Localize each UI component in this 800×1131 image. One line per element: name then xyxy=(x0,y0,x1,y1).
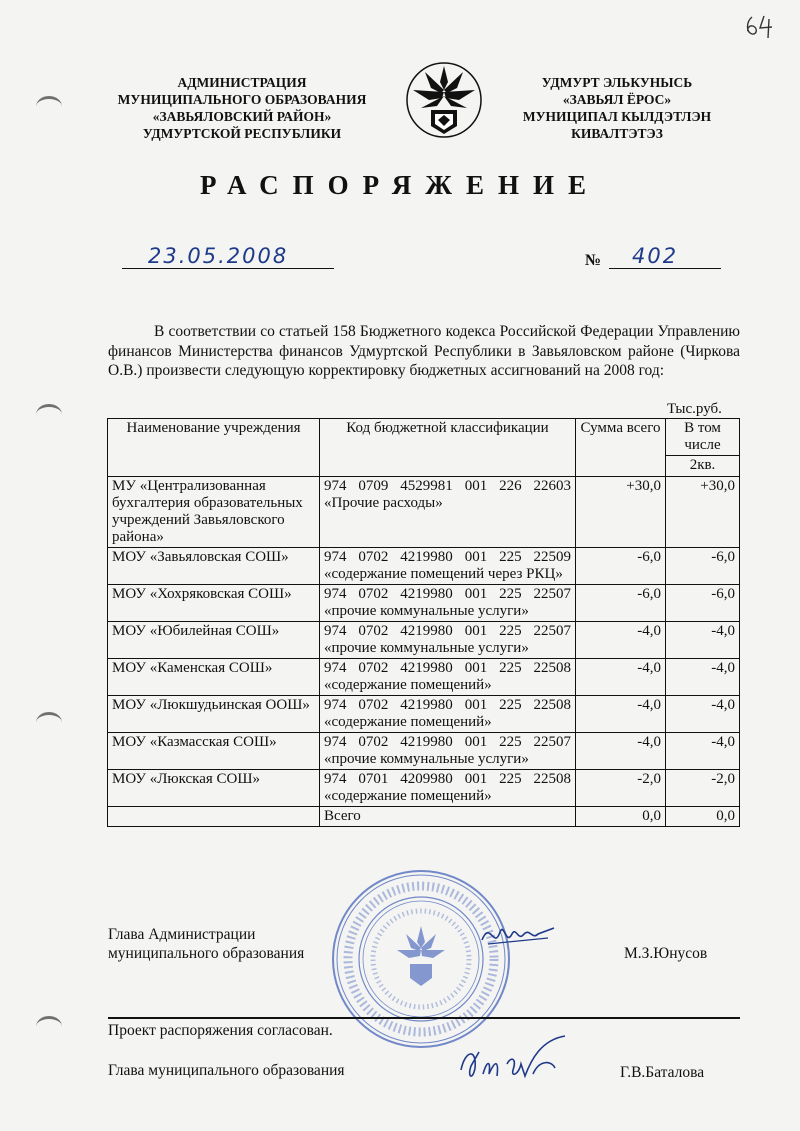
cell-name: МОУ «Люкшудьинская ООШ» xyxy=(108,696,320,733)
cell-code: 974 0702 4219980 001 225 22508 «содержание помещений» xyxy=(320,659,576,696)
cell-total-q2: 0,0 xyxy=(666,807,740,827)
binder-hole xyxy=(36,1016,62,1037)
document-date: 23.05.2008 xyxy=(148,244,289,268)
header-right-line: «ЗАВЬЯЛ ЁРОС» xyxy=(562,92,672,107)
document-title: РАСПОРЯЖЕНИЕ xyxy=(199,170,601,200)
cell-sum: -4,0 xyxy=(576,659,666,696)
cell-code: 974 0701 4209980 001 225 22508 «содержание помещений» xyxy=(320,770,576,807)
cell-sum: -4,0 xyxy=(576,733,666,770)
cell-code: 974 0702 4219980 001 225 22507 «прочие коммунальные услуги» xyxy=(320,585,576,622)
header-left-line: АДМИНИСТРАЦИЯ xyxy=(177,75,307,90)
header-right-line: КИВАЛТЭТЭЗ xyxy=(571,126,663,141)
intro-paragraph: В соответствии со статьей 158 Бюджетного кодекса Российской Федерации Управлению финансов Министерства финансов Удмуртской Республики в Завьяловском районе (Чиркова О.В.) произвести следующую корректировку бюджетных ассигнований на 2008 год: xyxy=(108,323,740,379)
binder-hole xyxy=(36,96,62,117)
number-label: № xyxy=(585,252,602,269)
col-header-incl: В том числе xyxy=(666,419,740,456)
col-header-code: Код бюджетной классификации xyxy=(320,419,576,477)
agreement-name: Г.В.Баталова xyxy=(620,1064,705,1081)
cell-sum: +30,0 xyxy=(576,477,666,548)
cell-code: 974 0702 4219980 001 225 22509 «содержание помещений через РКЦ» xyxy=(320,548,576,585)
cell-sum: -4,0 xyxy=(576,696,666,733)
table-row xyxy=(108,548,740,585)
agreement-position: Глава муниципального образования xyxy=(108,1062,345,1079)
emblem-icon xyxy=(405,60,483,140)
corner-page-mark xyxy=(744,14,780,40)
table-row xyxy=(108,770,740,807)
budget-table xyxy=(107,418,740,827)
cell-name: МУ «Централизованная бухгалтерия образовательных учреждений Завьяловского района» xyxy=(108,477,320,548)
table-row xyxy=(108,659,740,696)
agreement-divider xyxy=(108,1017,740,1019)
document-number: 402 xyxy=(632,244,679,268)
cell-code: 974 0702 4219980 001 225 22508 «содержание помещений» xyxy=(320,696,576,733)
table-row xyxy=(108,696,740,733)
cell-total-sum: 0,0 xyxy=(576,807,666,827)
col-header-quarter: 2кв. xyxy=(666,456,740,477)
table-row xyxy=(108,622,740,659)
signer-position xyxy=(108,925,304,963)
cell-q2: -4,0 xyxy=(666,622,740,659)
cell-q2: -2,0 xyxy=(666,770,740,807)
cell-name: МОУ «Люкская СОШ» xyxy=(108,770,320,807)
cell-sum: -2,0 xyxy=(576,770,666,807)
cell-q2: -6,0 xyxy=(666,585,740,622)
cell-empty xyxy=(108,807,320,827)
header-right-line: УДМУРТ ЭЛЬКУНЫСЬ xyxy=(541,75,693,90)
table-row xyxy=(108,733,740,770)
table-row xyxy=(108,477,740,548)
cell-sum: -6,0 xyxy=(576,585,666,622)
col-header-name: Наименование учреждения xyxy=(108,419,320,477)
cell-code: 974 0709 4529981 001 226 22603 «Прочие расходы» xyxy=(320,477,576,548)
cell-sum: -6,0 xyxy=(576,548,666,585)
cell-code: 974 0702 4219980 001 225 22507 «прочие коммунальные услуги» xyxy=(320,733,576,770)
cell-q2: -6,0 xyxy=(666,548,740,585)
cell-q2: -4,0 xyxy=(666,659,740,696)
date-underline xyxy=(122,268,334,269)
cell-name: МОУ «Казмасская СОШ» xyxy=(108,733,320,770)
table-total-row xyxy=(108,807,740,827)
binder-hole xyxy=(36,712,62,733)
signature-unusov xyxy=(478,910,558,960)
signer-position-line: муниципального образования xyxy=(108,945,305,962)
signer-name: М.З.Юнусов xyxy=(624,945,708,962)
col-header-sum: Сумма всего xyxy=(576,419,666,477)
cell-q2: +30,0 xyxy=(666,477,740,548)
cell-name: МОУ «Каменская СОШ» xyxy=(108,659,320,696)
number-underline xyxy=(609,268,721,269)
header-right-line: МУНИЦИПАЛ КЫЛДЭТЛЭН xyxy=(522,109,712,124)
cell-name: МОУ «Завьяловская СОШ» xyxy=(108,548,320,585)
cell-q2: -4,0 xyxy=(666,696,740,733)
header-left-line: «ЗАВЬЯЛОВСКИЙ РАЙОН» xyxy=(152,109,332,124)
header-left-line: МУНИЦИПАЛЬНОГО ОБРАЗОВАНИЯ xyxy=(117,92,367,107)
cell-name: МОУ «Хохряковская СОШ» xyxy=(108,585,320,622)
header-left-block xyxy=(112,74,372,142)
header-left-line: УДМУРТСКОЙ РЕСПУБЛИКИ xyxy=(142,126,342,141)
cell-name: МОУ «Юбилейная СОШ» xyxy=(108,622,320,659)
cell-q2: -4,0 xyxy=(666,733,740,770)
binder-hole xyxy=(36,404,62,425)
cell-total-label: Всего xyxy=(320,807,576,827)
table-row xyxy=(108,585,740,622)
cell-code: 974 0702 4219980 001 225 22507 «прочие коммунальные услуги» xyxy=(320,622,576,659)
unit-label: Тыс.руб. xyxy=(667,401,722,417)
signature-batalova xyxy=(455,1030,575,1100)
agreement-text: Проект распоряжения согласован. xyxy=(108,1022,333,1039)
cell-sum: -4,0 xyxy=(576,622,666,659)
signer-position-line: Глава Администрации xyxy=(108,926,256,943)
header-right-block xyxy=(492,74,742,142)
